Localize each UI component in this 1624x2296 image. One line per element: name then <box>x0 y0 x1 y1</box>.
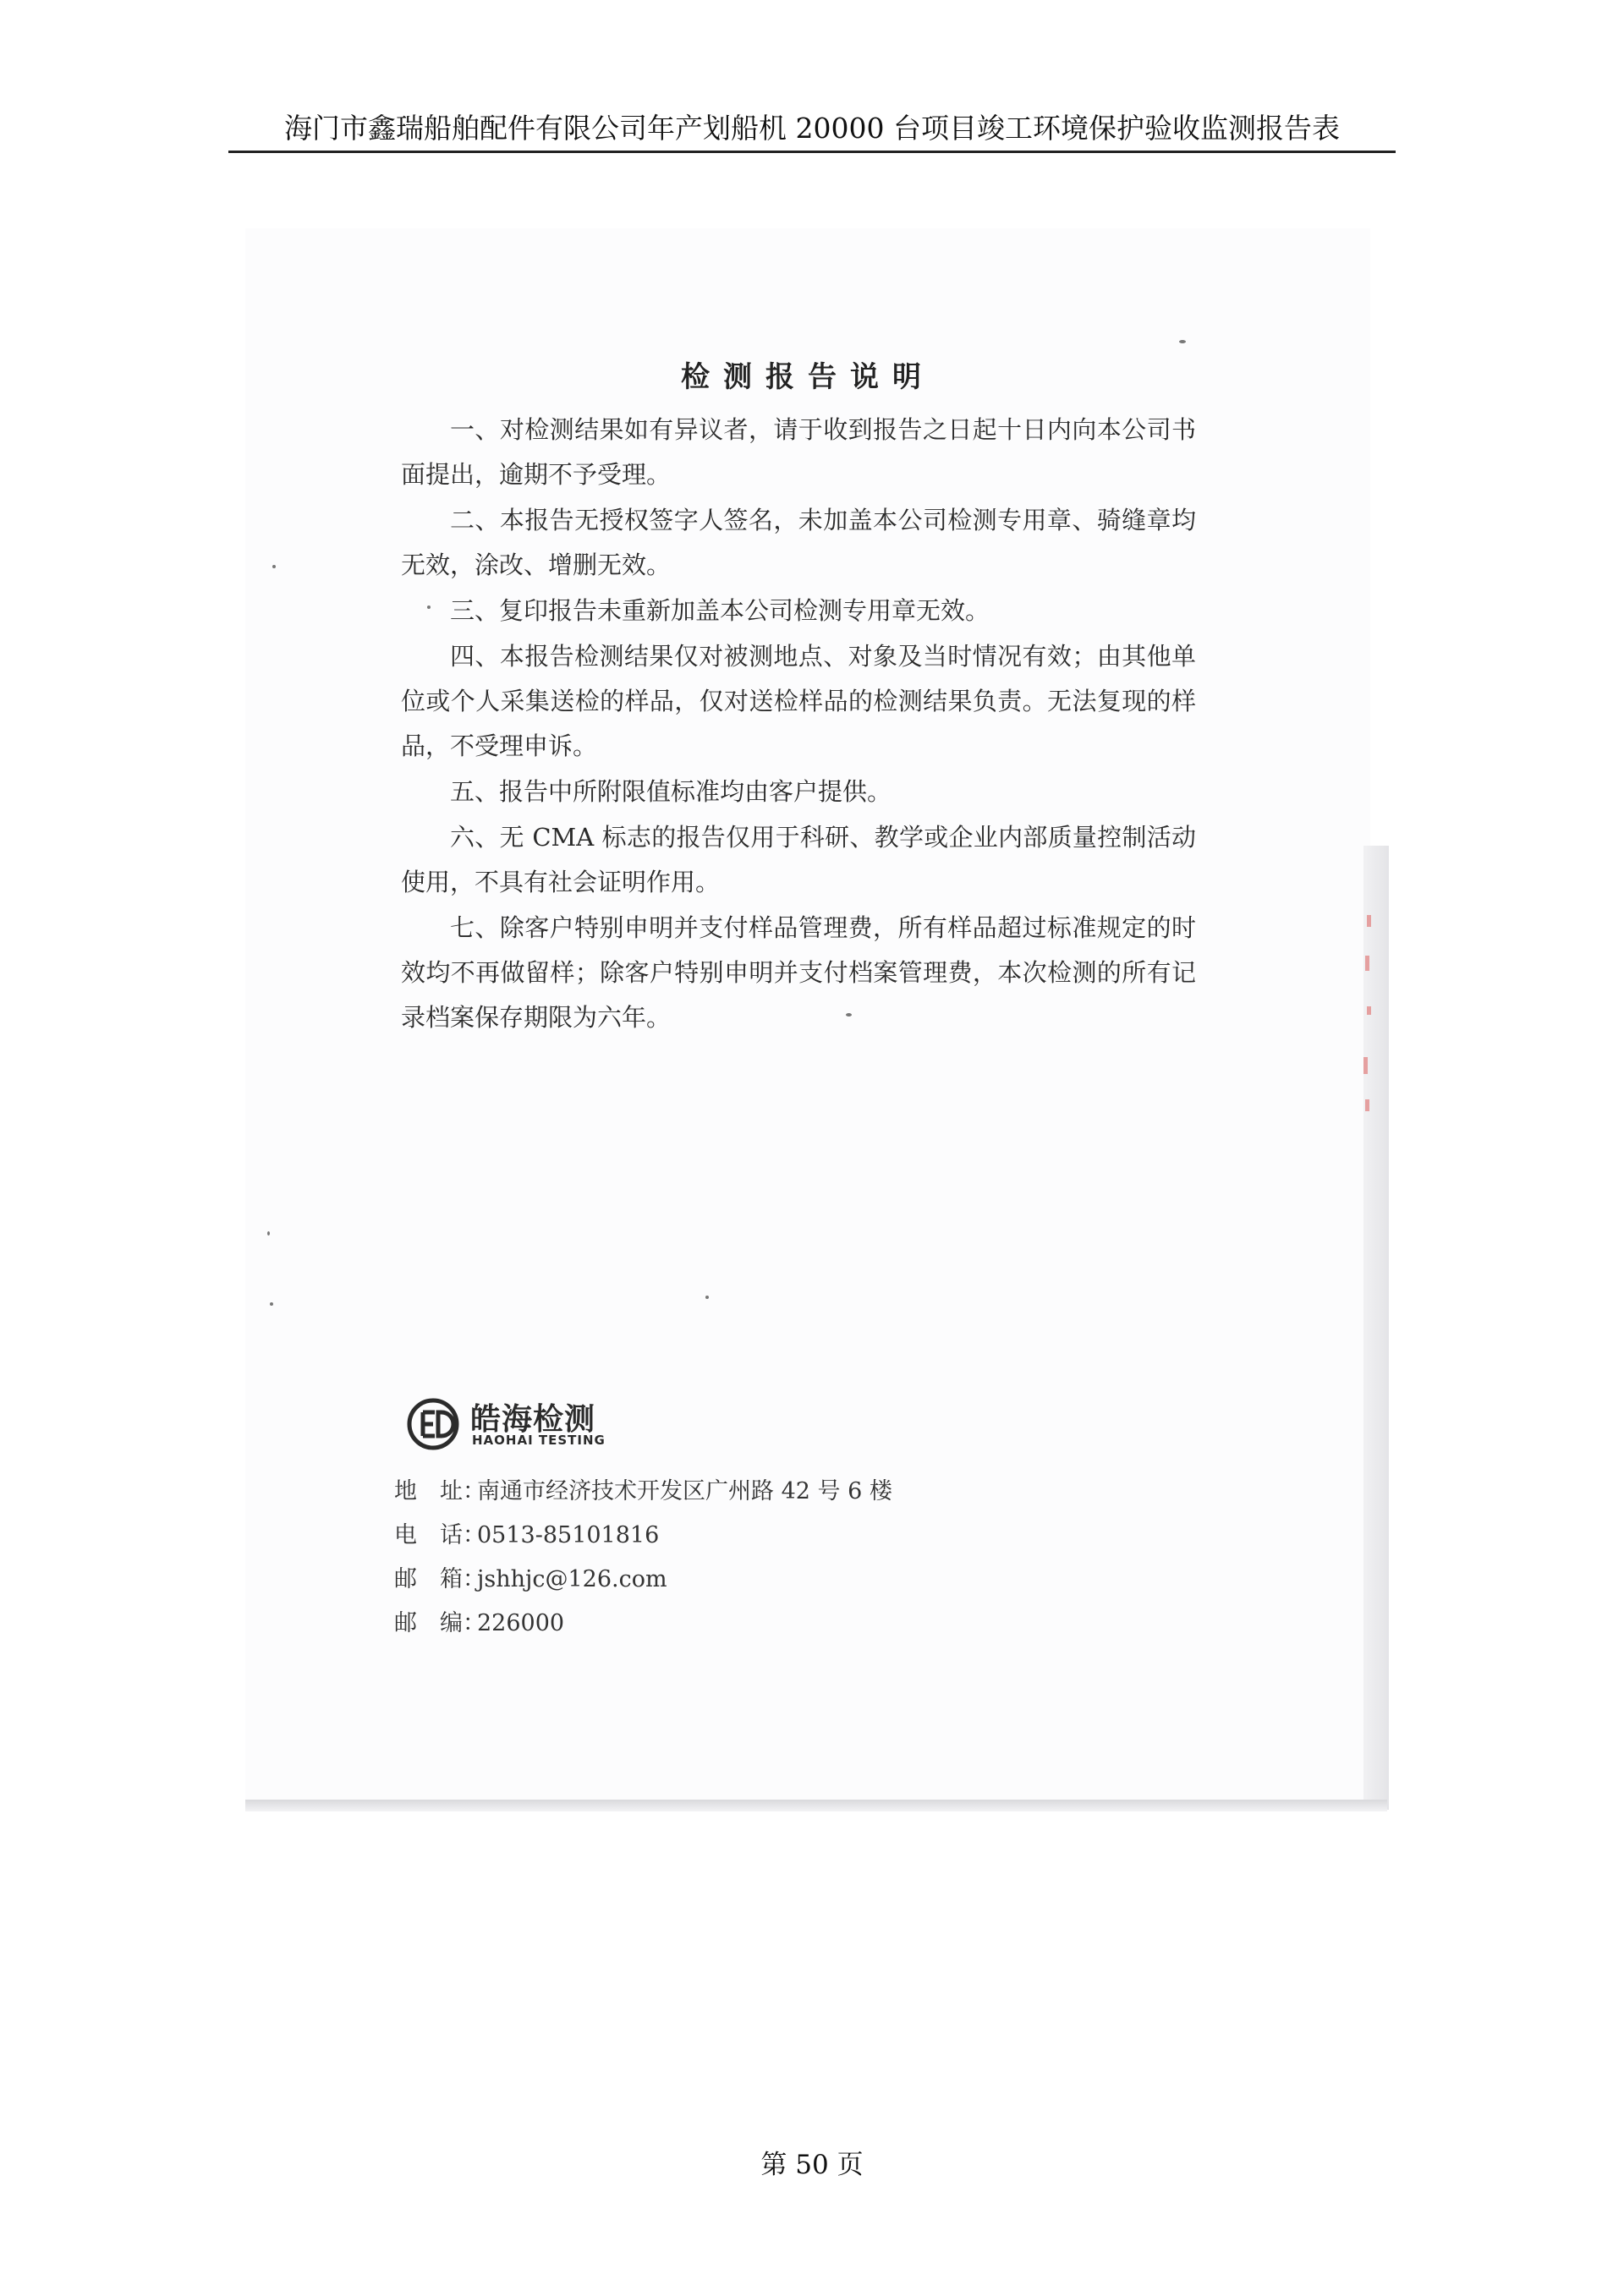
contact-label: 邮 箱： <box>394 1566 486 1592</box>
logo-name-cn: 皓海检测 <box>470 1402 596 1437</box>
scan-speck <box>270 1302 273 1306</box>
haohai-logo-icon <box>406 1397 460 1451</box>
clause-6: 六、无 CMA 标志的报告仅用于科研、教学或企业内部质量控制活动使用，不具有社会证明作用。 <box>401 823 1196 896</box>
company-logo <box>406 1394 660 1453</box>
seal-edge-mark <box>1365 1099 1369 1111</box>
seal-edge-mark <box>1367 915 1371 927</box>
scan-bottom-shadow <box>245 1800 1387 1811</box>
report-notes-clauses <box>401 408 1196 1041</box>
seal-edge-mark <box>1363 1057 1368 1074</box>
contact-label: 邮 编： <box>394 1610 486 1636</box>
seal-edge-mark <box>1367 1006 1371 1015</box>
running-header-title: 海门市鑫瑞船舶配件有限公司年产划船机 20000 台项目竣工环境保护验收监测报告表 <box>284 112 1340 145</box>
scan-speck <box>705 1296 709 1299</box>
contact-label: 电 话： <box>394 1522 486 1548</box>
seal-edge-mark <box>1365 956 1369 971</box>
report-notes-title: 检测报告说明 <box>681 360 935 394</box>
logo-name-en: HAOHAI TESTING <box>472 1433 606 1448</box>
scan-speck <box>272 565 276 568</box>
scan-speck <box>267 1231 270 1236</box>
scan-speck <box>1179 340 1186 343</box>
contact-phone <box>394 1514 1155 1558</box>
clause-7: 七、除客户特别申明并支付样品管理费，所有样品超过标准规定的时效均不再做留样；除客户特别申明并支付档案管理费，本次检测的所有记录档案保存期限为六年。 <box>401 913 1196 1032</box>
contact-value: 226000 <box>477 1610 565 1636</box>
contact-address <box>394 1470 1155 1514</box>
clause-5: 五、报告中所附限值标准均由客户提供。 <box>450 777 892 806</box>
contact-value: 0513-85101816 <box>477 1522 660 1548</box>
clause-1: 一、对检测结果如有异议者，请于收到报告之日起十日内向本公司书面提出，逾期不予受理。 <box>401 415 1196 489</box>
page-number: 第 50 页 <box>760 2150 864 2180</box>
contact-label: 地 址： <box>394 1478 486 1504</box>
scan-edge-shadow <box>1363 846 1389 1810</box>
contact-value: 南通市经济技术开发区广州路 42 号 6 楼 <box>477 1478 892 1504</box>
contact-value: jshhjc@126.com <box>477 1566 667 1592</box>
contact-email <box>394 1558 1155 1602</box>
clause-3: 三、复印报告未重新加盖本公司检测专用章无效。 <box>450 596 990 625</box>
contact-info <box>394 1470 1155 1646</box>
clause-4: 四、本报告检测结果仅对被测地点、对象及当时情况有效；由其他单位或个人采集送检的样品，仅对送检样品的检测结果负责。无法复现的样品，不受理申诉。 <box>401 642 1196 760</box>
header-rule <box>228 151 1396 153</box>
contact-postcode <box>394 1602 1155 1646</box>
clause-2: 二、本报告无授权签字人签名，未加盖本公司检测专用章、骑缝章均无效，涂改、增删无效。 <box>401 506 1196 579</box>
